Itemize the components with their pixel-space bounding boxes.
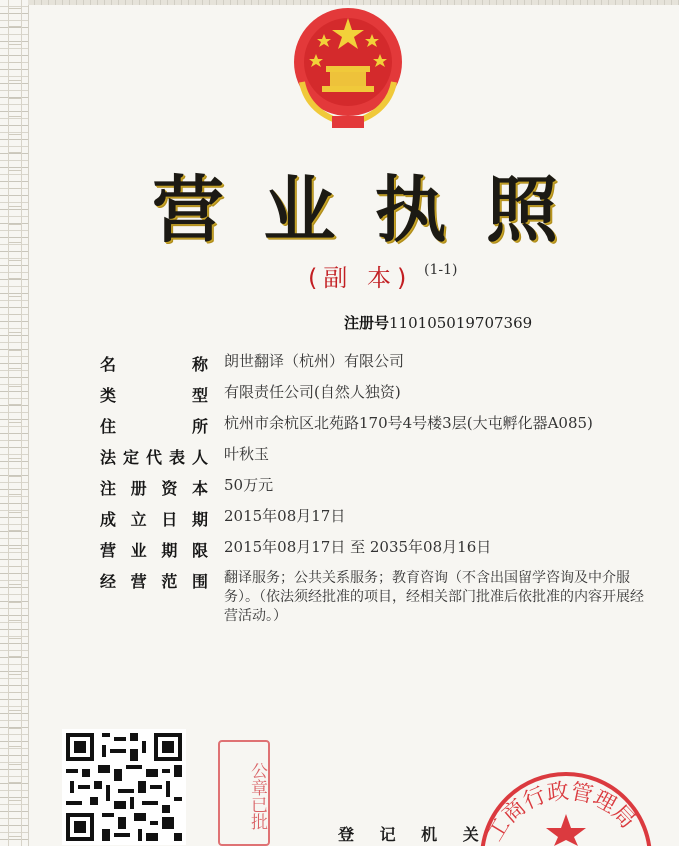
- label-char: 限: [191, 541, 208, 560]
- seal-text: 工商行政管理局: [482, 779, 640, 846]
- label-char: 资: [161, 479, 178, 498]
- field-value: 50万元: [224, 476, 274, 494]
- field-value: 2015年08月17日 至 2035年08月16日: [224, 538, 492, 556]
- field-row-name: [100, 346, 660, 377]
- copy-number: (1-1): [424, 262, 458, 278]
- label-char: 册: [130, 479, 147, 498]
- field-row-capital: [100, 470, 660, 501]
- field-label: [100, 408, 208, 437]
- field-label: [100, 563, 208, 592]
- label-char: 立: [130, 510, 147, 529]
- national-emblem-icon: [288, 4, 408, 132]
- copy-label: (副 本): [308, 264, 413, 292]
- field-value: 杭州市余杭区北苑路170号4号楼3层(大屯孵化器A085): [224, 414, 593, 432]
- field-value: 叶秋玉: [224, 445, 270, 463]
- label-char: 期: [191, 510, 208, 529]
- label-char: 期: [161, 541, 178, 560]
- field-value: 朗世翻译（杭州）有限公司: [224, 352, 405, 370]
- field-value: 2015年08月17日: [224, 507, 346, 525]
- label-char: 称: [191, 355, 208, 374]
- field-label: [100, 377, 208, 406]
- field-label: [100, 439, 208, 468]
- field-label: [100, 346, 208, 375]
- official-seal-icon: [478, 762, 654, 846]
- field-row-established: [100, 501, 660, 532]
- field-row-scope: [100, 563, 660, 626]
- label-char: 类: [100, 386, 117, 405]
- field-row-type: [100, 377, 660, 408]
- field-label: [100, 470, 208, 499]
- label-char: 营: [100, 541, 117, 560]
- field-value: 翻译服务；公共关系服务；教育咨询（不含出国留学咨询及中介服务）。（依法须经批准的项目，经相关部门批准后依批准的内容开展经营活动。）: [224, 570, 644, 624]
- label-char: 成: [100, 510, 117, 529]
- title-char-3: 执: [374, 168, 447, 252]
- label-char: 营: [130, 572, 147, 591]
- label-char: 注: [100, 479, 117, 498]
- registration-label: 注册号: [344, 314, 390, 332]
- label-char: 所: [191, 417, 208, 436]
- label-char: 法: [100, 448, 117, 467]
- license-fields: [100, 346, 660, 626]
- registration-number: 110105019707369: [389, 314, 533, 332]
- document-title: [140, 160, 570, 252]
- label-char: 表: [168, 448, 185, 467]
- label-char: 日: [161, 510, 178, 529]
- label-char: 定: [122, 448, 139, 467]
- field-row-address: [100, 408, 660, 439]
- label-char: 人: [191, 448, 208, 467]
- label-char: 名: [100, 355, 117, 374]
- field-label: [100, 501, 208, 530]
- field-value: 有限责任公司(自然人独资): [224, 383, 401, 401]
- label-char: 范: [161, 572, 178, 591]
- title-char-4: 照: [485, 168, 558, 252]
- decorative-left-border: [0, 0, 29, 846]
- label-char: 经: [100, 572, 117, 591]
- field-row-legal-rep: [100, 439, 660, 470]
- title-char-1: 营: [151, 168, 224, 252]
- registration-line: [344, 312, 532, 333]
- field-label: [100, 532, 208, 561]
- qr-code-icon: [62, 728, 186, 846]
- label-char: 代: [145, 448, 162, 467]
- label-char: 业: [130, 541, 147, 560]
- label-char: 住: [100, 417, 117, 436]
- label-char: 本: [191, 479, 208, 498]
- approval-stamp: 公章已批: [218, 740, 270, 846]
- label-char: 型: [191, 386, 208, 405]
- title-char-2: 业: [263, 168, 336, 252]
- label-char: 围: [191, 572, 208, 591]
- registration-authority-label: 登 记 机 关: [338, 825, 489, 844]
- field-row-term: [100, 532, 660, 563]
